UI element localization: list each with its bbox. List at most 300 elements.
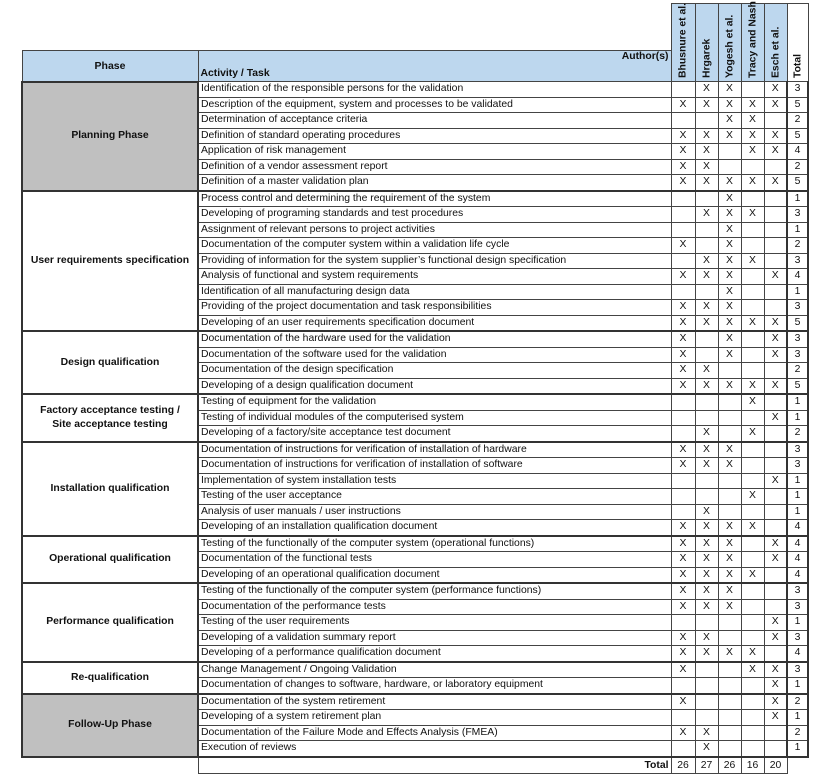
author-mark-cell [764, 159, 787, 175]
author-mark-cell [671, 284, 695, 300]
row-total: 4 [787, 144, 808, 160]
author-mark-cell: X [718, 347, 741, 363]
task-label: Developing of programing standards and test procedures [198, 207, 671, 223]
author-mark-cell [718, 615, 741, 631]
table-row [22, 442, 808, 458]
author-mark-cell: X [671, 347, 695, 363]
task-label: Testing of equipment for the validation [198, 394, 671, 410]
author-mark-cell [718, 504, 741, 520]
author-mark-cell [718, 394, 741, 410]
author-mark-cell [718, 725, 741, 741]
row-total: 1 [787, 394, 808, 410]
author-mark-cell: X [718, 567, 741, 583]
author-mark-cell [695, 394, 718, 410]
author-mark-cell [741, 710, 764, 726]
author-mark-cell [695, 694, 718, 710]
activity-header [198, 50, 671, 82]
author-mark-cell: X [741, 520, 764, 536]
author-mark-cell: X [764, 536, 787, 552]
author-mark-cell [718, 741, 741, 757]
task-label: Providing of information for the system supplier’s functional design specification [198, 253, 671, 269]
author-mark-cell: X [671, 300, 695, 316]
phase-label: Planning Phase [71, 130, 149, 141]
author-mark-cell [764, 489, 787, 505]
author-mark-cell [718, 410, 741, 426]
phase-cell [22, 394, 198, 442]
author-mark-cell [741, 504, 764, 520]
author-mark-cell [695, 347, 718, 363]
author-mark-cell [741, 284, 764, 300]
task-label: Testing of individual modules of the computerised system [198, 410, 671, 426]
author-mark-cell: X [718, 238, 741, 254]
row-total: 2 [787, 363, 808, 379]
author-mark-cell [764, 442, 787, 458]
author-mark-cell: X [695, 426, 718, 442]
table-row [22, 662, 808, 678]
author-mark-cell: X [718, 191, 741, 207]
author-mark-cell: X [695, 144, 718, 160]
task-label: Documentation of the design specification [198, 363, 671, 379]
author-mark-cell: X [671, 97, 695, 113]
author-mark-cell: X [718, 207, 741, 223]
author-mark-cell: X [718, 646, 741, 662]
totals-spacer [22, 757, 198, 774]
author-mark-cell [671, 710, 695, 726]
author-mark-cell [695, 662, 718, 678]
author-mark-cell: X [671, 630, 695, 646]
author-mark-cell [741, 583, 764, 599]
row-total: 4 [787, 552, 808, 568]
task-label: Developing of a validation summary report [198, 630, 671, 646]
task-label: Documentation of the performance tests [198, 599, 671, 615]
task-label: Documentation of instructions for verification of installation of hardware [198, 442, 671, 458]
author-total: 26 [718, 757, 741, 774]
task-label: Identification of all manufacturing design data [198, 284, 671, 300]
author-mark-cell: X [741, 646, 764, 662]
author-mark-cell: X [741, 97, 764, 113]
task-label: Documentation of the software used for the validation [198, 347, 671, 363]
task-label: Documentation of the system retirement [198, 694, 671, 710]
author-mark-cell: X [764, 347, 787, 363]
author-mark-cell: X [695, 175, 718, 191]
author-header-3: Tracy and Nash [741, 4, 764, 82]
author-mark-cell [741, 630, 764, 646]
author-mark-cell [741, 363, 764, 379]
author-mark-cell [671, 222, 695, 238]
author-mark-cell [741, 159, 764, 175]
author-mark-cell: X [741, 426, 764, 442]
task-label: Change Management / Ongoing Validation [198, 662, 671, 678]
author-mark-cell: X [695, 520, 718, 536]
author-mark-cell: X [764, 175, 787, 191]
author-mark-cell: X [695, 552, 718, 568]
row-total: 2 [787, 238, 808, 254]
author-mark-cell: X [695, 207, 718, 223]
author-mark-cell: X [764, 662, 787, 678]
header-spacer [22, 4, 671, 51]
author-mark-cell [741, 678, 764, 694]
author-total: 16 [741, 757, 764, 774]
author-mark-cell: X [741, 175, 764, 191]
author-mark-cell [718, 694, 741, 710]
totals-end-spacer [787, 757, 808, 774]
task-label: Developing of an operational qualification document [198, 567, 671, 583]
row-total: 3 [787, 82, 808, 98]
validation-activities-table [21, 3, 809, 774]
author-mark-cell: X [718, 222, 741, 238]
task-label: Analysis of functional and system requirements [198, 269, 671, 285]
task-label: Analysis of user manuals / user instructions [198, 504, 671, 520]
author-mark-cell [764, 741, 787, 757]
row-total: 3 [787, 300, 808, 316]
row-total: 3 [787, 583, 808, 599]
author-mark-cell: X [695, 630, 718, 646]
author-mark-cell: X [718, 175, 741, 191]
author-mark-cell: X [718, 97, 741, 113]
author-mark-cell [671, 191, 695, 207]
phase-cell [22, 583, 198, 662]
row-total: 4 [787, 536, 808, 552]
row-total: 5 [787, 175, 808, 191]
author-mark-cell [764, 238, 787, 254]
author-mark-cell: X [718, 284, 741, 300]
phase-label: Installation qualification [50, 482, 170, 494]
author-mark-cell [695, 489, 718, 505]
task-label: Definition of a vendor assessment report [198, 159, 671, 175]
author-mark-cell: X [718, 599, 741, 615]
table-row [22, 191, 808, 207]
table-row [22, 394, 808, 410]
author-mark-cell: X [718, 552, 741, 568]
author-mark-cell: X [695, 567, 718, 583]
row-total: 5 [787, 315, 808, 331]
author-mark-cell: X [671, 378, 695, 394]
author-mark-cell [695, 410, 718, 426]
phase-label: Re-qualification [71, 671, 149, 683]
task-label: Assignment of relevant persons to project activities [198, 222, 671, 238]
author-mark-cell: X [741, 253, 764, 269]
author-mark-cell [764, 300, 787, 316]
author-mark-cell [741, 536, 764, 552]
author-mark-cell [741, 300, 764, 316]
author-mark-cell [718, 159, 741, 175]
author-mark-cell [718, 662, 741, 678]
authors-header-label: Author(s) [621, 50, 669, 62]
author-mark-cell [764, 504, 787, 520]
author-mark-cell: X [695, 536, 718, 552]
author-total: 26 [671, 757, 695, 774]
phase-cell [22, 694, 198, 757]
author-mark-cell [741, 331, 764, 347]
author-mark-cell [695, 615, 718, 631]
author-mark-cell: X [671, 662, 695, 678]
activity-header-label: Activity / Task [200, 68, 270, 79]
author-mark-cell: X [764, 128, 787, 144]
author-mark-cell: X [671, 694, 695, 710]
row-total: 4 [787, 520, 808, 536]
row-total: 5 [787, 128, 808, 144]
author-mark-cell: X [718, 315, 741, 331]
author-mark-cell: X [695, 504, 718, 520]
author-mark-cell [741, 269, 764, 285]
author-mark-cell: X [695, 646, 718, 662]
phase-label: Operational qualification [49, 553, 171, 565]
author-mark-cell: X [695, 363, 718, 379]
author-mark-cell: X [741, 662, 764, 678]
author-mark-cell: X [741, 489, 764, 505]
phase-cell [22, 191, 198, 332]
author-mark-cell [764, 113, 787, 129]
task-label: Definition of standard operating procedures [198, 128, 671, 144]
author-mark-cell: X [671, 269, 695, 285]
author-mark-cell: X [764, 331, 787, 347]
author-mark-cell: X [671, 536, 695, 552]
row-total: 4 [787, 269, 808, 285]
author-mark-cell: X [695, 253, 718, 269]
row-total: 1 [787, 489, 808, 505]
author-mark-cell: X [718, 253, 741, 269]
task-label: Providing of the project documentation and task responsibilities [198, 300, 671, 316]
phase-cell [22, 662, 198, 694]
row-total: 1 [787, 191, 808, 207]
author-mark-cell [718, 630, 741, 646]
author-mark-cell: X [718, 128, 741, 144]
author-mark-cell [764, 191, 787, 207]
author-mark-cell [764, 725, 787, 741]
author-mark-cell [741, 238, 764, 254]
author-mark-cell: X [764, 615, 787, 631]
author-mark-cell [764, 646, 787, 662]
row-total: 2 [787, 159, 808, 175]
task-label: Documentation of the Failure Mode and Effects Analysis (FMEA) [198, 725, 671, 741]
author-mark-cell [671, 82, 695, 98]
author-mark-cell [764, 394, 787, 410]
row-total: 4 [787, 646, 808, 662]
author-mark-cell: X [671, 128, 695, 144]
author-mark-cell: X [718, 536, 741, 552]
row-total: 2 [787, 725, 808, 741]
task-label: Documentation of the hardware used for the validation [198, 331, 671, 347]
author-mark-cell [671, 489, 695, 505]
author-mark-cell [764, 583, 787, 599]
author-mark-cell: X [764, 315, 787, 331]
author-mark-cell: X [671, 442, 695, 458]
author-mark-cell: X [695, 442, 718, 458]
author-mark-cell [764, 222, 787, 238]
row-total: 1 [787, 222, 808, 238]
author-mark-cell [741, 410, 764, 426]
author-mark-cell: X [764, 378, 787, 394]
row-total: 3 [787, 207, 808, 223]
author-mark-cell [718, 710, 741, 726]
author-mark-cell [764, 207, 787, 223]
author-mark-cell: X [741, 378, 764, 394]
author-mark-cell: X [764, 630, 787, 646]
table-row [22, 694, 808, 710]
table-row [22, 583, 808, 599]
author-mark-cell [695, 331, 718, 347]
author-mark-cell: X [764, 144, 787, 160]
task-label: Testing of the user requirements [198, 615, 671, 631]
task-label: Developing of a system retirement plan [198, 710, 671, 726]
author-mark-cell [741, 552, 764, 568]
author-mark-cell: X [718, 331, 741, 347]
author-mark-cell [695, 222, 718, 238]
task-label: Documentation of the functional tests [198, 552, 671, 568]
author-mark-cell: X [695, 159, 718, 175]
row-total: 5 [787, 378, 808, 394]
author-mark-cell: X [764, 97, 787, 113]
author-mark-cell [741, 191, 764, 207]
author-header-0: Bhusnure et al. [671, 4, 695, 82]
author-mark-cell: X [718, 458, 741, 474]
author-mark-cell [718, 473, 741, 489]
row-total: 1 [787, 741, 808, 757]
task-label: Testing of the functionally of the computer system (performance functions) [198, 583, 671, 599]
phase-header: Phase [22, 50, 198, 82]
author-mark-cell: X [695, 97, 718, 113]
task-label: Documentation of changes to software, hardware, or laboratory equipment [198, 678, 671, 694]
header-row [22, 4, 808, 51]
author-mark-cell [741, 694, 764, 710]
task-label: Application of risk management [198, 144, 671, 160]
author-mark-cell [671, 741, 695, 757]
row-total: 1 [787, 615, 808, 631]
author-mark-cell: X [671, 646, 695, 662]
author-mark-cell [695, 191, 718, 207]
table-row [22, 82, 808, 98]
author-mark-cell [741, 725, 764, 741]
author-total: 20 [764, 757, 787, 774]
author-header-2: Yogesh et al. [718, 4, 741, 82]
author-mark-cell: X [764, 82, 787, 98]
row-total: 3 [787, 347, 808, 363]
author-mark-cell [741, 615, 764, 631]
row-total: 1 [787, 710, 808, 726]
row-total: 1 [787, 410, 808, 426]
author-mark-cell [741, 599, 764, 615]
row-total: 3 [787, 253, 808, 269]
author-mark-cell [741, 442, 764, 458]
author-mark-cell: X [671, 331, 695, 347]
author-mark-cell [764, 253, 787, 269]
total-header: Total [787, 4, 808, 82]
author-mark-cell: X [718, 82, 741, 98]
row-total: 2 [787, 426, 808, 442]
author-mark-cell: X [741, 394, 764, 410]
author-mark-cell [671, 253, 695, 269]
row-total: 1 [787, 504, 808, 520]
author-mark-cell: X [741, 207, 764, 223]
author-mark-cell: X [671, 175, 695, 191]
row-total: 2 [787, 113, 808, 129]
author-header-4: Esch et al. [764, 4, 787, 82]
author-mark-cell: X [718, 520, 741, 536]
author-header-1: Hrgarek [695, 4, 718, 82]
author-mark-cell: X [671, 458, 695, 474]
row-total: 4 [787, 567, 808, 583]
task-label: Testing of the functionally of the computer system (operational functions) [198, 536, 671, 552]
author-mark-cell: X [764, 678, 787, 694]
author-mark-cell [741, 458, 764, 474]
phase-label: Follow-Up Phase [68, 719, 152, 730]
author-mark-cell [671, 678, 695, 694]
author-mark-cell [671, 394, 695, 410]
author-mark-cell: X [718, 378, 741, 394]
task-label: Implementation of system installation tests [198, 473, 671, 489]
task-label: Definition of a master validation plan [198, 175, 671, 191]
author-mark-cell: X [671, 599, 695, 615]
author-mark-cell: X [671, 552, 695, 568]
task-label: Developing of an installation qualification document [198, 520, 671, 536]
author-mark-cell [695, 284, 718, 300]
author-mark-cell: X [671, 583, 695, 599]
author-mark-cell: X [695, 599, 718, 615]
phase-label: Performance qualification [46, 616, 174, 628]
author-mark-cell [671, 410, 695, 426]
table-row [22, 536, 808, 552]
author-mark-cell [671, 504, 695, 520]
author-mark-cell: X [741, 113, 764, 129]
phase-cell [22, 536, 198, 584]
author-mark-cell [764, 520, 787, 536]
author-mark-cell: X [764, 694, 787, 710]
row-total: 3 [787, 599, 808, 615]
author-mark-cell [741, 82, 764, 98]
author-mark-cell: X [764, 552, 787, 568]
author-mark-cell: X [695, 128, 718, 144]
author-mark-cell: X [695, 315, 718, 331]
author-mark-cell: X [741, 144, 764, 160]
author-mark-cell: X [671, 159, 695, 175]
author-mark-cell: X [671, 567, 695, 583]
author-mark-cell: X [695, 583, 718, 599]
row-total: 3 [787, 662, 808, 678]
author-mark-cell: X [671, 238, 695, 254]
task-label: Description of the equipment, system and processes to be validated [198, 97, 671, 113]
author-mark-cell [695, 238, 718, 254]
author-mark-cell [718, 144, 741, 160]
author-mark-cell: X [671, 315, 695, 331]
totals-row [22, 757, 808, 774]
author-mark-cell [695, 473, 718, 489]
task-label: Testing of the user acceptance [198, 489, 671, 505]
author-mark-cell: X [764, 710, 787, 726]
task-label: Documentation of the computer system within a validation life cycle [198, 238, 671, 254]
author-mark-cell: X [718, 300, 741, 316]
author-mark-cell [671, 615, 695, 631]
row-total: 3 [787, 630, 808, 646]
author-mark-cell [695, 113, 718, 129]
author-mark-cell: X [718, 113, 741, 129]
task-label: Developing of an user requirements specification document [198, 315, 671, 331]
author-mark-cell: X [671, 363, 695, 379]
author-mark-cell [718, 489, 741, 505]
phase-label: User requirements specification [30, 254, 190, 266]
author-mark-cell [695, 678, 718, 694]
phase-cell [22, 82, 198, 191]
author-mark-cell [671, 426, 695, 442]
author-mark-cell [671, 207, 695, 223]
task-label: Developing of a factory/site acceptance test document [198, 426, 671, 442]
task-label: Documentation of instructions for verification of installation of software [198, 458, 671, 474]
row-total: 3 [787, 442, 808, 458]
author-mark-cell: X [695, 269, 718, 285]
author-mark-cell: X [718, 269, 741, 285]
author-mark-cell [741, 347, 764, 363]
author-mark-cell: X [671, 520, 695, 536]
author-mark-cell: X [695, 458, 718, 474]
